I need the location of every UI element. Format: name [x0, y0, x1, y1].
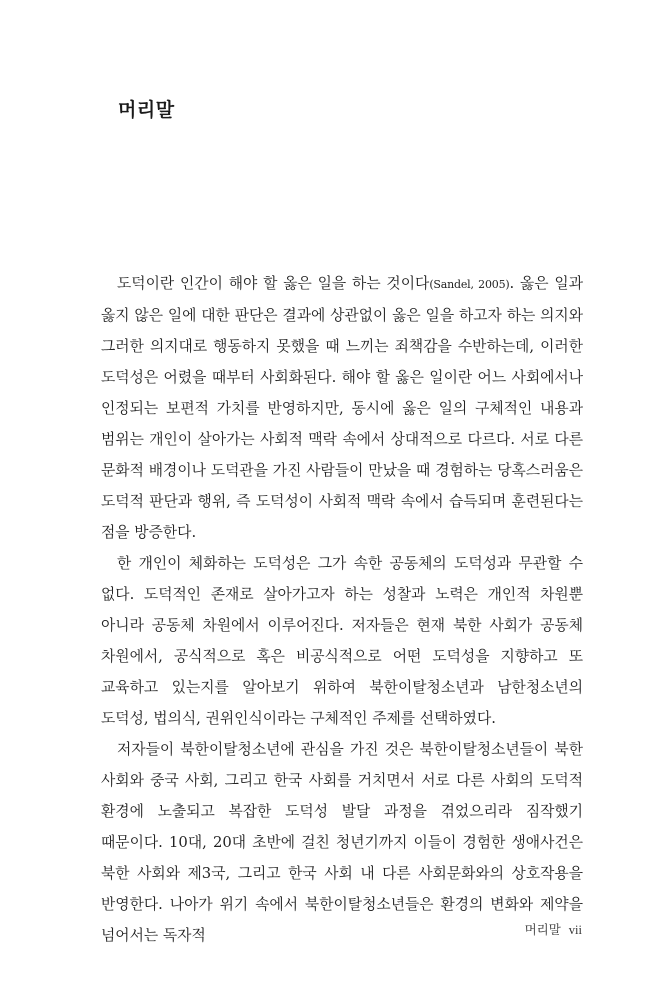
page-footer: [525, 920, 582, 938]
page-number: vii: [568, 923, 582, 937]
paragraph-1: [101, 268, 583, 548]
paragraph-1-text-before: 도덕이란 인간이 해야 할 옳은 일을 하는 것이다: [117, 275, 430, 292]
paragraph-1-text-after: . 옳은 일과 옳지 않은 일에 대한 판단은 결과에 상관없이 옳은 일을 하고자 하는 의지와 그러한 의지대로 행동하지 못했을 때 느끼는 죄책감을 수반하는데, 이러한 도덕성은 어렸을 때부터 사회화된다. 해야 할 옳은 일이란 어느 사회에서나 인정되는 보편적 가치를 반영하지만, 동시에 옳은 일의 구체적인 내용과 범위는 개인이 살아가는 사회적 맥락 속에서 상대적으로 다르다. 서로 다른 문화적 배경이나 도덕관을 가진 사람들이 만났을 때 경험하는 당혹스러움은 도덕적 판단과 행위, 즉 도덕성이 사회적 맥락 속에서 습득되며 훈련된다는 점을 방증한다.: [101, 275, 583, 541]
page-title: 머리말: [118, 99, 175, 121]
footer-section-title: 머리말: [524, 922, 561, 937]
paragraph-3: 저자들이 북한이탈청소년에 관심을 가진 것은 북한이탈청소년들이 북한 사회와 중국 사회, 그리고 한국 사회를 거치면서 서로 다른 사회의 도덕적 환경에 노출되고 복잡한 도덕성 발달 과정을 겪었으리라 짐작했기 때문이다. 10대, 20대 초반에 걸친 청년기까지 이들이 경험한 생애사건은 북한 사회와 제3국, 그리고 한국 사회 내 다른 사회문화와의 상호작용을 반영한다. 나아가 위기 속에서 북한이탈청소년들은 환경의 변화와 제약을 넘어서는 독자적: [101, 741, 583, 944]
citation: (Sandel, 2005): [429, 278, 510, 291]
paragraph-2: 한 개인이 체화하는 도덕성은 그가 속한 공동체의 도덕성과 무관할 수 없다. 도덕적인 존재로 살아가고자 하는 성찰과 노력은 개인적 차원뿐 아니라 공동체 차원에서 이루어진다. 저자들은 현재 북한 사회가 공동체 차원에서, 공식적으로 혹은 비공식적으로 어떤 도덕성을 지향하고 또 교육하고 있는지를 알아보기 위하여 북한이탈청소년과 남한청소년의 도덕성, 법의식, 권위인식이라는 구체적인 주제를 선택하였다.: [101, 555, 583, 727]
body-text: [101, 268, 583, 951]
